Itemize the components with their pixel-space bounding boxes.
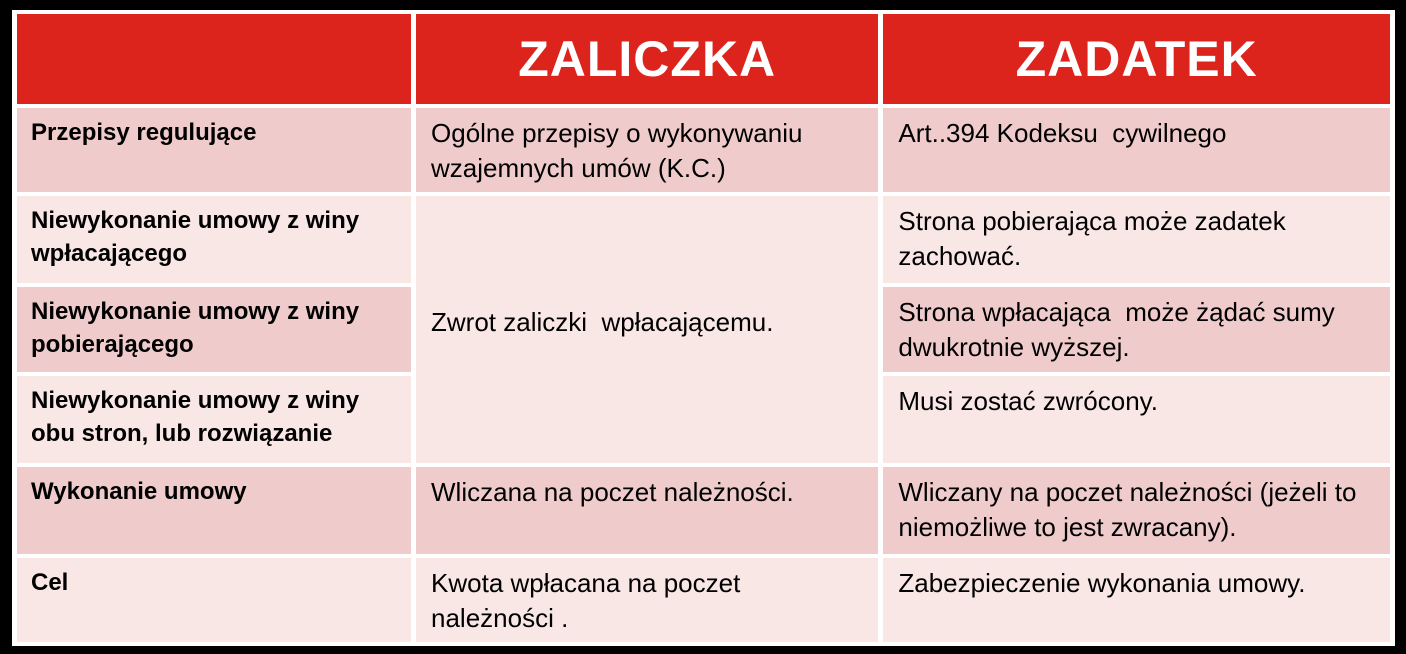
comparison-table — [12, 10, 1395, 646]
cell-zaliczka-cel: Kwota wpłacana na poczet należności . — [416, 558, 878, 642]
cell-zadatek-cel: Zabezpieczenie wykonania umowy. — [883, 558, 1390, 642]
row-label-wykonanie: Wykonanie umowy — [17, 467, 411, 554]
row-label-cel: Cel — [17, 558, 411, 642]
cell-zadatek-niewykonanie-obu-stron: Musi zostać zwrócony. — [883, 376, 1390, 463]
table-row — [17, 558, 1390, 642]
cell-zadatek-niewykonanie-wplacajacego: Strona pobierająca może zadatek zachować. — [883, 196, 1390, 283]
cell-zaliczka-zwrot-merged: Zwrot zaliczki wpłacającemu. — [416, 196, 878, 463]
cell-zadatek-wykonanie: Wliczany na poczet należności (jeżeli to niemożliwe to jest zwracany). — [883, 467, 1390, 554]
cell-zadatek-niewykonanie-pobierajacego: Strona wpłacająca może żądać sumy dwukrotnie wyższej. — [883, 287, 1390, 372]
table-row — [17, 196, 1390, 283]
cell-zaliczka-wykonanie: Wliczana na poczet należności. — [416, 467, 878, 554]
table-row — [17, 467, 1390, 554]
header-zaliczka: ZALICZKA — [416, 14, 878, 104]
row-label-niewykonanie-wplacajacego: Niewykonanie umowy z winy wpłacającego — [17, 196, 411, 283]
header-row — [17, 14, 1390, 104]
cell-zadatek-przepisy: Art..394 Kodeksu cywilnego — [883, 108, 1390, 192]
row-label-niewykonanie-obu-stron: Niewykonanie umowy z winy obu stron, lub rozwiązanie — [17, 376, 411, 463]
header-corner-cell — [17, 14, 411, 104]
header-zadatek: ZADATEK — [883, 14, 1390, 104]
cell-zaliczka-przepisy: Ogólne przepisy o wykonywaniu wzajemnych umów (K.C.) — [416, 108, 878, 192]
table-row — [17, 108, 1390, 192]
row-label-niewykonanie-pobierajacego: Niewykonanie umowy z winy pobierającego — [17, 287, 411, 372]
row-label-przepisy: Przepisy regulujące — [17, 108, 411, 192]
